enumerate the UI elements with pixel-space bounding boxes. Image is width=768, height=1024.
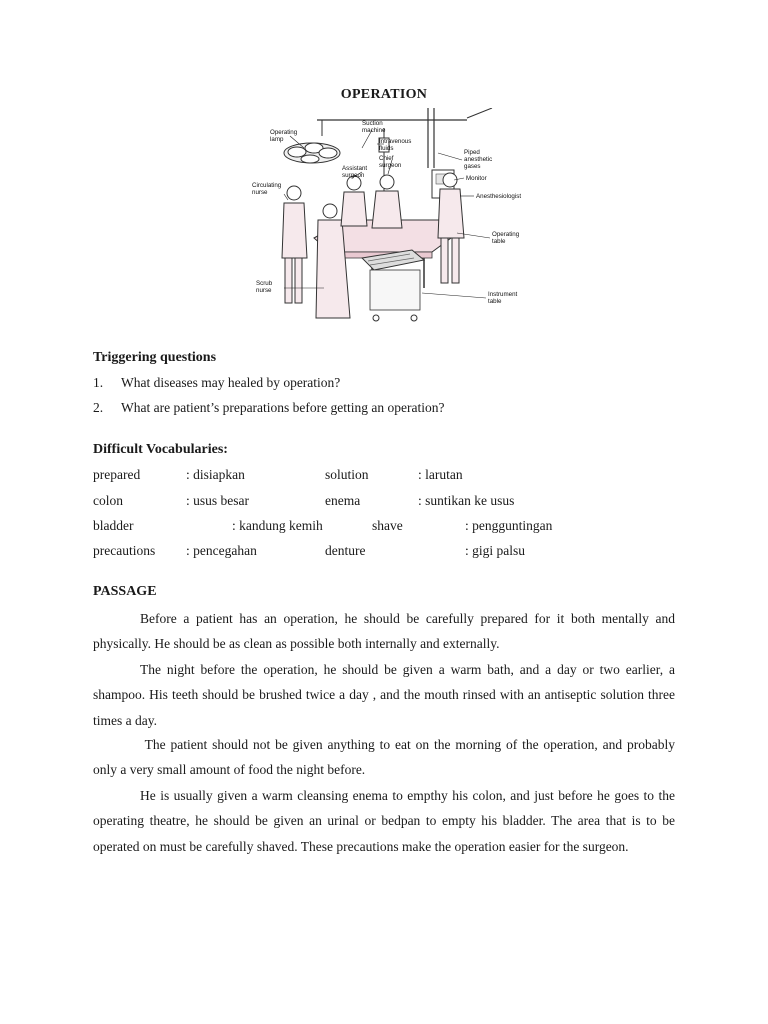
passage-paragraph-3: The patient should not be given anything to eat on the morning of the operation, and probably only a very small amount of food the night before. — [93, 737, 675, 778]
label-anesthesiologist: Anesthesiologist — [476, 193, 522, 200]
label-circulating-nurse: Circulating nurse — [252, 182, 282, 196]
label-assistant-surgeon: Assistant surgeon — [342, 165, 368, 179]
vocab-word: bladder — [93, 518, 134, 533]
label-monitor: Monitor — [466, 175, 487, 182]
passage-paragraph-1: Before a patient has an operation, he should be carefully prepared for it both mentally and physically. He should be as clean as possible both internally and externally. — [93, 611, 675, 652]
label-operating-lamp: Operating lamp — [270, 129, 298, 143]
question-2: What are patient’s preparations before getting an operation? — [121, 400, 445, 415]
operating-room-svg — [252, 108, 538, 338]
vocab-meaning: : suntikan ke usus — [418, 493, 515, 508]
question-number-1: 1. — [93, 375, 104, 390]
vocab-word: denture — [325, 543, 366, 558]
triggering-heading: Triggering questions — [93, 350, 217, 365]
label-operating-table: Operating table — [492, 231, 520, 245]
vocab-word: enema — [325, 493, 361, 508]
vocab-heading: Difficult Vocabularies: — [93, 442, 228, 457]
vocab-meaning: : kandung kemih — [232, 518, 323, 533]
page-title: OPERATION — [340, 87, 428, 102]
vocab-meaning: : pengguntingan — [465, 518, 553, 533]
vocab-meaning: : usus besar — [186, 493, 249, 508]
vocab-word: precautions — [93, 543, 156, 558]
question-1: What diseases may healed by operation? — [121, 375, 341, 390]
passage-heading: PASSAGE — [93, 584, 157, 599]
vocab-meaning: : gigi palsu — [465, 543, 525, 558]
label-piped-gases: Piped anesthetic gases — [464, 149, 493, 170]
operating-room-illustration — [252, 108, 538, 338]
operating-lamp-shape — [284, 120, 340, 163]
question-number-2: 2. — [93, 400, 104, 415]
vocab-word: colon — [93, 493, 123, 508]
vocab-meaning: : disiapkan — [186, 467, 245, 482]
label-instrument-table: Instrument table — [488, 291, 518, 305]
vocab-meaning: : larutan — [418, 467, 463, 482]
label-chief-surgeon: Chief surgeon — [379, 155, 402, 169]
vocab-word: shave — [372, 518, 403, 533]
passage-paragraph-4: He is usually given a warm cleansing enema to empthy his colon, and just before he goes to the operating theatre, he should be given an urinal or bedpan to empty his bladder. The area that is to be operated on must be carefully shaved. These precautions make the operation easier for the surgeon. — [93, 788, 675, 854]
vocab-meaning: : pencegahan — [186, 543, 257, 558]
passage-paragraph-2: The night before the operation, he should be given a warm bath, and a day or two earlier, a shampoo. His teeth should be brushed twice a day , and the mouth rinsed with an antiseptic solution three times a day. — [93, 662, 675, 728]
label-suction-machine: Suction machine — [362, 120, 386, 134]
label-scrub-nurse: Scrub nurse — [256, 280, 273, 294]
vocab-word: solution — [325, 467, 369, 482]
vocab-word: prepared — [93, 467, 141, 482]
label-intravenous-fluids: Intravenous fluids — [379, 138, 412, 152]
